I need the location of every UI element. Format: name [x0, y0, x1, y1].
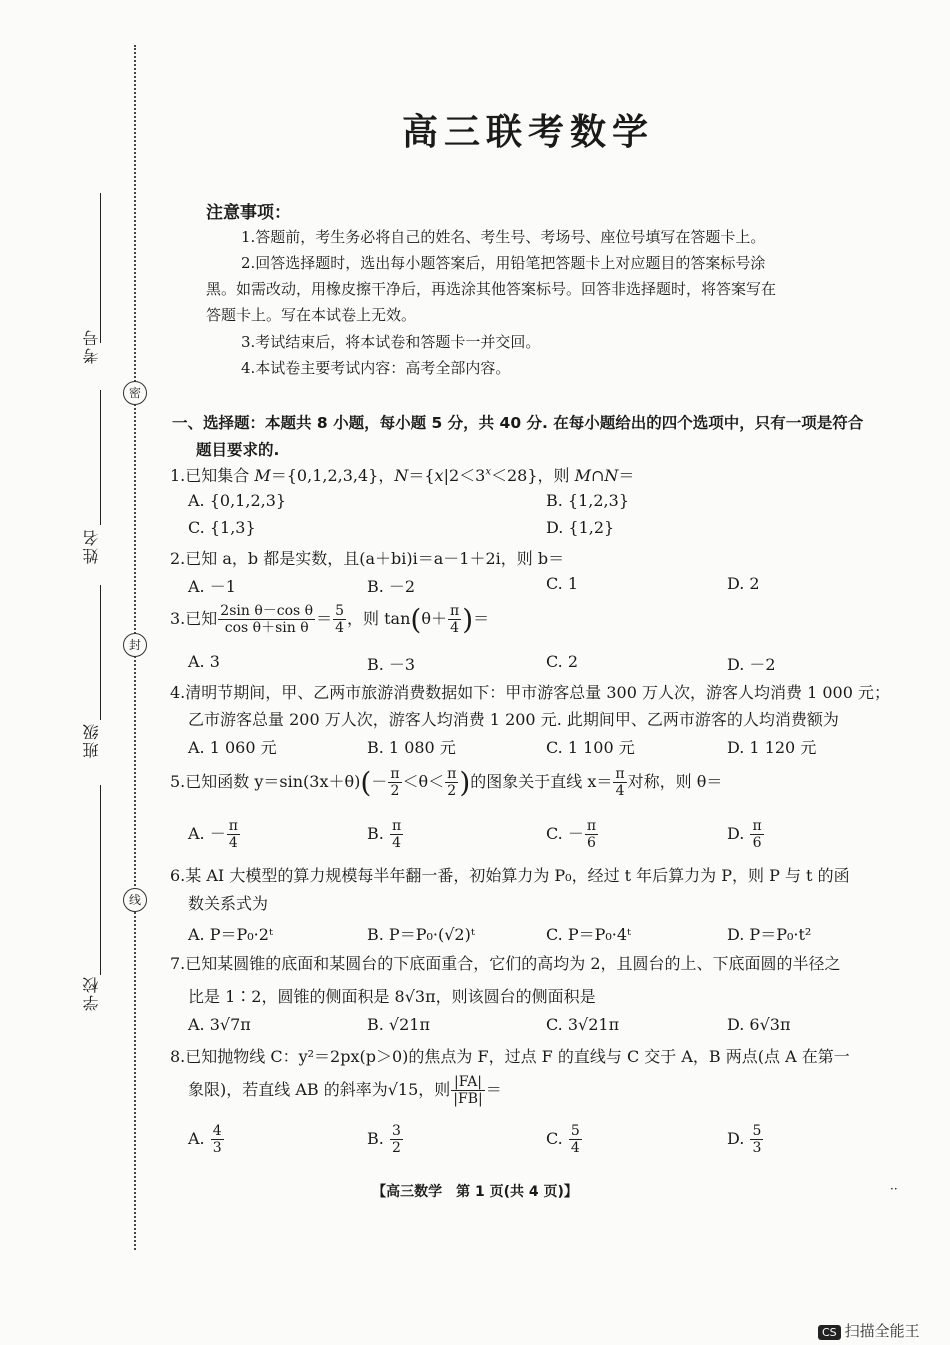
name-blank[interactable]	[100, 390, 101, 525]
section-heading-line: 一、选择题：本题共 8 小题，每小题 5 分，共 40 分. 在每小题给出的四个选项中，只有一项是符合	[172, 414, 864, 432]
q7-option-c: C. 3√21π	[546, 1015, 620, 1034]
section-heading	[172, 410, 912, 464]
seal-char-feng: 封	[123, 633, 147, 657]
q7-option-a: A. 3√7π	[188, 1015, 251, 1034]
q5-option-b: B. $\frac{\pi}{4}$	[367, 818, 402, 851]
question-6-line: 6.某 AI 大模型的算力规模每半年翻一番，初始算力为 P₀，经过 t 年后算力为 P，则 P 与 t 的函	[170, 866, 850, 885]
notice-item: 2.回答选择题时，选出每小题答案后，用铅笔把答题卡上对应题目的答案标号涂	[241, 254, 766, 272]
page-title: 高三联考数学	[401, 112, 654, 153]
q5-option-d: D. $\frac{\pi}{6}$	[727, 818, 762, 851]
q2-option-b: B. －2	[367, 577, 416, 596]
question-8-line: 象限)，若直线 AB 的斜率为√15，则 $\frac{|FA|}{|FB|}$ ＝	[188, 1074, 502, 1107]
q6-option-b: B. P＝P₀·(√2)ᵗ	[367, 925, 475, 944]
question-6-line: 数关系式为	[188, 894, 269, 913]
q7-option-b: B. √21π	[367, 1015, 430, 1034]
notice-item: 1.答题前，考生务必将自己的姓名、考生号、考场号、座位号填写在答题卡上。	[241, 228, 766, 246]
q6-option-c: C. P＝P₀·4ᵗ	[546, 925, 632, 944]
seal-char-mi: 密	[123, 381, 147, 405]
section-heading-line: 题目要求的.	[196, 441, 280, 459]
exam-number-label: 考号	[82, 328, 101, 364]
scanner-watermark-text: 扫描全能王	[844, 1322, 920, 1340]
question-4-line: 乙市游客总量 200 万人次，游客人均消费 1 200 元. 此期间甲、乙两市游客的人均消费额为	[188, 710, 839, 729]
q2-option-c: C. 1	[546, 574, 579, 593]
seal-char-xian: 线	[123, 888, 147, 912]
q8-option-c: C. $\frac{5}{4}$	[546, 1123, 580, 1156]
q8-option-d: D. $\frac{5}{3}$	[727, 1123, 762, 1156]
q3-option-a: A. 3	[188, 652, 220, 671]
q4-option-a: A. 1 060 元	[188, 738, 277, 757]
footer-mark: ··	[890, 1182, 898, 1196]
q3-option-c: C. 2	[546, 652, 579, 671]
q5-option-a: A. － $\frac{\pi}{4}$	[188, 818, 238, 851]
q5-option-c: C. － $\frac{\pi}{6}$	[546, 818, 597, 851]
question-7-line: 比是 1∶2，圆锥的侧面积是 8√3π，则该圆台的侧面积是	[188, 987, 596, 1006]
exam-number-blank[interactable]	[100, 193, 101, 343]
school-label: 学校	[82, 975, 101, 1011]
q2-option-a: A. －1	[188, 577, 236, 596]
question-2: 2.已知 a，b 都是实数，且(a＋bi)i＝a－1＋2i，则 b＝	[170, 549, 565, 568]
q8-option-b: B. $\frac{3}{2}$	[367, 1123, 401, 1156]
name-label: 姓名	[82, 528, 101, 564]
scanner-logo-icon: CS	[818, 1325, 841, 1340]
q3-option-b: B. －3	[367, 655, 416, 674]
q3-option-d: D. －2	[727, 655, 776, 674]
q3-fraction: $\frac{\text{2sin θ－cos θ}}{\text{cos θ＋sin θ}}$	[220, 603, 314, 636]
q1-option-b: B. {1,2,3}	[546, 491, 629, 510]
q6-option-a: A. P＝P₀·2ᵗ	[188, 925, 273, 944]
q4-option-c: C. 1 100 元	[546, 738, 635, 757]
notice-item: 4.本试卷主要考试内容：高考全部内容。	[241, 359, 511, 377]
notice-heading: 注意事项：	[206, 203, 291, 223]
q4-option-d: D. 1 120 元	[727, 738, 817, 757]
class-label: 班级	[82, 722, 101, 758]
class-blank[interactable]	[100, 585, 101, 720]
scanner-watermark	[818, 1320, 920, 1341]
q7-option-d: D. 6√3π	[727, 1015, 791, 1034]
q1-option-c: C. {1,3}	[188, 518, 256, 537]
question-5: 5.已知函数 y＝sin(3x＋θ)(－ $\frac{\pi}{2}$ ＜θ＜ $\frac{\pi}{2}$ )的图象关于直线 x＝ $\frac{\pi}{4}$ 对称，则 θ＝	[170, 766, 723, 799]
page-footer: 【高三数学 第 1 页(共 4 页)】	[372, 1184, 578, 1200]
school-blank[interactable]	[100, 785, 101, 975]
notice-item: 3.考试结束后，将本试卷和答题卡一并交回。	[241, 333, 541, 351]
question-8-line: 8.已知抛物线 C：y²＝2px(p＞0)的焦点为 F，过点 F 的直线与 C 交于 A，B 两点(点 A 在第一	[170, 1047, 850, 1066]
question-1: 1.已知集合 M＝{0,1,2,3,4}，$N=\{x|2<3^x<28\}$，则 M∩N＝	[170, 466, 635, 485]
question-7-line: 7.已知某圆锥的底面和某圆台的下底面重合，它们的高均为 2，且圆台的上、下底面圆的半径之	[170, 954, 841, 973]
notice-item: 黑。如需改动，用橡皮擦干净后，再选涂其他答案标号。回答非选择题时，将答案写在	[206, 280, 777, 298]
q4-option-b: B. 1 080 元	[367, 738, 456, 757]
q8-option-a: A. $\frac{4}{3}$	[188, 1123, 222, 1156]
q2-option-d: D. 2	[727, 574, 760, 593]
q1-option-d: D. {1,2}	[546, 518, 615, 537]
q1-option-a: A. {0,1,2,3}	[188, 491, 287, 510]
q6-option-d: D. P＝P₀·t²	[727, 925, 812, 944]
notice-item: 答题卡上。写在本试卷上无效。	[206, 306, 417, 324]
question-4-line: 4.清明节期间，甲、乙两市旅游消费数据如下：甲市游客总量 300 万人次，游客人均消费 1 000 元；	[170, 683, 890, 702]
question-3: 3.已知 $\frac{\text{2sin θ－cos θ}}{\text{cos θ＋sin θ}}$ ＝ $\frac{5}{4}$ ，则 tan(θ＋ $\frac{\pi}{4}$ )＝	[170, 603, 490, 636]
